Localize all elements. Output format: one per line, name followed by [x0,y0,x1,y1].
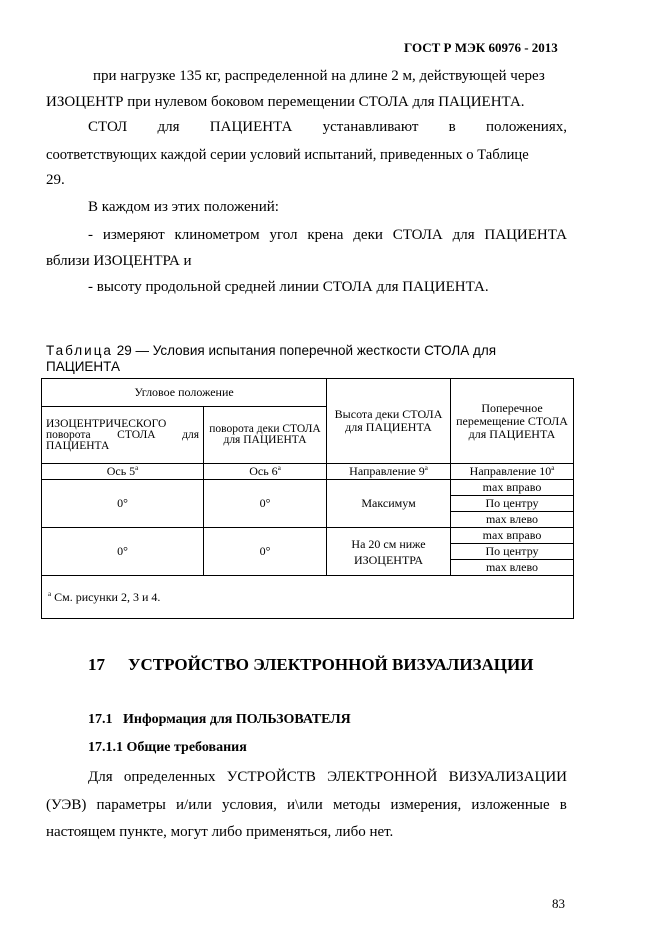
para6-line1 [88,768,567,786]
word: и/или [176,797,212,813]
row2-height: На 20 см ниже ИЗОЦЕНТРА [327,528,451,576]
word: параметры [96,797,166,813]
footnote-mark: а [135,464,139,472]
word: в [559,797,567,813]
word: устанавливают [322,119,419,135]
para4-line2: вблизи ИЗОЦЕНТРА и [46,253,192,269]
row1-move-left: max влево [451,512,574,528]
axis-5-cell [42,464,204,480]
para4-line1 [88,226,567,244]
word: для [452,227,475,243]
word: крена [307,227,344,243]
axis-6-label: Ось 6 [249,464,278,478]
para2-line3: 29. [46,172,65,188]
word: и\или [287,797,323,813]
word: методы [332,797,381,813]
word: поворота [46,428,91,441]
table-29 [41,378,574,619]
word: деки [353,227,383,243]
word: УСТРОЙСТВ [226,769,316,785]
footnote-mark: а [277,464,281,472]
row2-move-center: По центру [451,544,574,560]
word: клинометром [174,227,260,243]
axis-5-label: Ось 5 [106,464,136,478]
word: ПАЦИЕНТА [209,119,293,135]
word: СТОЛ [88,119,128,135]
word: условия, [221,797,277,813]
row1-tabletop-angle: 0° [204,480,327,528]
word: для [157,119,180,135]
word: ЭЛЕКТРОННОЙ [327,769,438,785]
header-isocentric-line1: ИЗОЦЕНТРИЧЕСКОГО [46,417,167,430]
word: измерения, [390,797,462,813]
para3: В каждом из этих положений: [88,199,279,215]
row2-move-left: max влево [451,560,574,576]
word: угол [269,227,298,243]
para5: - высоту продольной средней линии СТОЛА для ПАЦИЕНТА. [88,279,489,295]
word: ВИЗУАЛИЗАЦИИ [448,769,567,785]
direction-9-cell [327,464,451,480]
section-17-1-heading: 17.1 Информация для ПОЛЬЗОВАТЕЛЯ [88,712,351,727]
row2-move-right: max вправо [451,528,574,544]
para6-line2 [46,796,567,814]
word: - [88,227,93,243]
header-isocentric-rotation [42,407,204,464]
row1-height: Максимум [327,480,451,528]
section-17-title: УСТРОЙСТВО ЭЛЕКТРОННОЙ ВИЗУАЛИЗАЦИИ [128,655,534,674]
section-17-heading [88,655,533,675]
direction-10-cell [451,464,574,480]
table-caption [46,343,496,375]
para6-line3: настоящем пункте, могут либо применяться, либо нет. [46,824,394,840]
word: СТОЛА [117,428,156,441]
axis-6-cell [204,464,327,480]
page-number: 83 [552,896,565,911]
row2-tabletop-angle: 0° [204,528,327,576]
section-17-1-1-heading: 17.1.1 Общие требования [88,740,247,755]
word: измеряют [102,227,165,243]
header-lateral-movement: Поперечное перемещение СТОЛА для ПАЦИЕНТА [451,379,574,464]
footnote-mark: а [48,589,52,598]
row1-isocentric-angle: 0° [42,480,204,528]
header-tabletop-rotation: поворота деки СТОЛА для ПАЦИЕНТА [204,407,327,464]
row1-move-center: По центру [451,496,574,512]
row2-isocentric-angle: 0° [42,528,204,576]
direction-9-label: Направление 9 [349,464,425,478]
word: Для [88,769,113,785]
header-angular-position: Угловое положение [42,379,327,407]
table-footnote [42,576,574,619]
header-isocentric-line2 [46,430,199,441]
header-table-height: Высота деки СТОЛА для ПАЦИЕНТА [327,379,451,464]
word: (УЭВ) [46,797,87,813]
footnote-mark: а [424,464,428,472]
table-caption-text: 29 — Условия испытания поперечной жесткости СТОЛА для [116,343,497,358]
para2-line2: соответствующих каждой серии условий испытаний, приведенных о Таблице [46,147,529,163]
footnote-text: См. рисунки 2, 3 и 4. [54,589,161,604]
word: положениях, [486,119,567,135]
word: ПАЦИЕНТА [484,227,567,243]
row1-move-right: max вправо [451,480,574,496]
word: для [182,428,199,441]
word: изложенные [471,797,550,813]
footnote-mark: а [551,464,555,472]
para2-line1 [88,118,567,136]
para1-line1: при нагрузке 135 кг, распределенной на длине 2 м, действующей через [93,68,545,84]
document-header: ГОСТ Р МЭК 60976 - 2013 [404,40,558,55]
header-isocentric-line3: ПАЦИЕНТА [46,439,110,452]
word: СТОЛА [392,227,443,243]
para1-line2: ИЗОЦЕНТР при нулевом боковом перемещении СТОЛА для ПАЦИЕНТА. [46,94,525,110]
table-caption-label: Таблица [46,343,113,358]
table-caption-line2: ПАЦИЕНТА [46,359,120,374]
word: определенных [123,769,216,785]
section-17-number: 17 [88,655,105,674]
word: в [448,119,456,135]
direction-10-label: Направление 10 [469,464,552,478]
